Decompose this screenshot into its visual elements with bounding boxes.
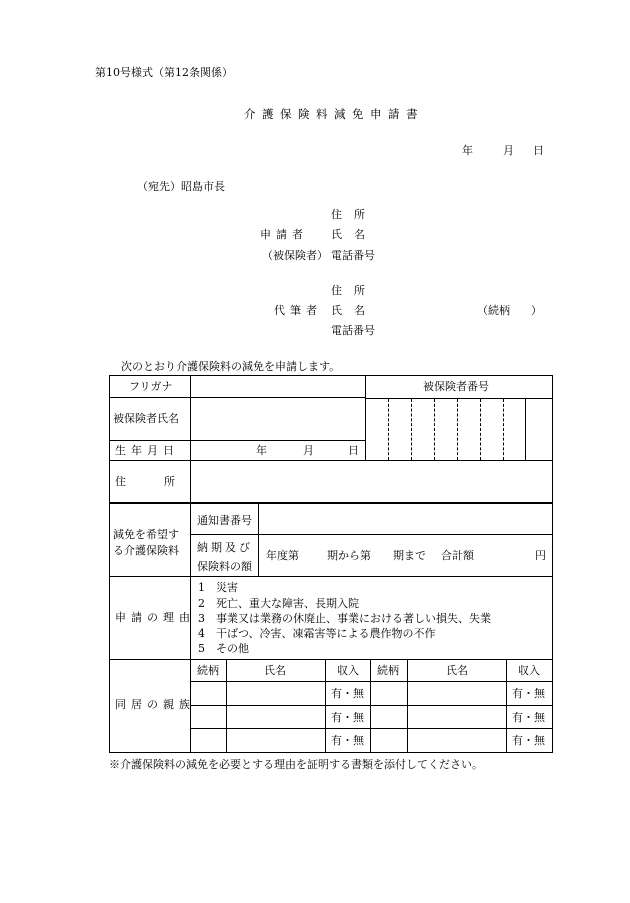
reason-item-4: 4 干ばつ、冷害、凍霜害等による農作物の不作 — [198, 627, 436, 640]
applicant-name-label: 氏名 — [331, 228, 377, 241]
reason-item-3: 3 事業又は業務の休廃止、事業における著しい損失、失業 — [198, 612, 491, 625]
reason-item-2: 2 死亡、重大な障害、長期入院 — [198, 597, 359, 610]
col-income-2: 収入 — [518, 664, 540, 677]
address-label: 住所 — [115, 475, 213, 488]
total-amount-label: 合計額 — [441, 549, 474, 562]
birth-month-label: 月 — [303, 444, 314, 457]
to-period-text: 期まで — [393, 549, 426, 562]
agent-phone-label: 電話番号 — [331, 324, 375, 337]
furigana-label: フリガナ — [129, 380, 173, 393]
family-label: 同居の親族 — [115, 698, 195, 711]
date-month-label: 月 — [503, 144, 514, 157]
agent-label: 代筆者 — [274, 304, 322, 317]
reason-label: 申請の理由 — [115, 611, 195, 624]
income-choice: 有・無 — [512, 687, 545, 700]
form-number: 第10号様式（第12条関係） — [95, 66, 233, 79]
col-income-1: 収入 — [337, 664, 359, 677]
desired-premium-label-2: る介護保険料 — [113, 544, 179, 557]
applicant-phone-label: 電話番号 — [331, 249, 375, 262]
date-year-label: 年 — [462, 144, 473, 157]
notice-number-label: 通知書番号 — [197, 514, 252, 527]
income-choice: 有・無 — [331, 711, 364, 724]
payment-period-label-1: 納期及び — [197, 541, 253, 554]
income-choice: 有・無 — [331, 734, 364, 747]
insured-name-label: 被保険者氏名 — [113, 412, 179, 425]
col-relation-1: 続柄 — [197, 664, 219, 677]
birth-day-label: 日 — [348, 444, 359, 457]
income-choice: 有・無 — [512, 711, 545, 724]
agent-name-label: 氏名 — [331, 304, 377, 317]
applicant-insured-label: （被保険者） — [262, 249, 328, 262]
applicant-label: 申請者 — [260, 228, 308, 241]
payment-period-label-2: 保険料の額 — [197, 560, 252, 573]
footnote: ※介護保険料の減免を必要とする理由を証明する書類を添付してください。 — [109, 758, 483, 771]
date-day-label: 日 — [533, 144, 544, 157]
yen-unit: 円 — [535, 549, 546, 562]
income-choice: 有・無 — [512, 734, 545, 747]
col-name-2: 氏名 — [446, 664, 468, 677]
col-name-1: 氏名 — [264, 664, 286, 677]
agent-relation-open: （続柄 — [477, 304, 510, 317]
fiscal-year-text: 年度第 — [266, 549, 299, 562]
birth-year-label: 年 — [256, 444, 267, 457]
income-choice: 有・無 — [331, 687, 364, 700]
intro-text: 次のとおり介護保険料の減免を申請します。 — [121, 360, 341, 373]
col-relation-2: 続柄 — [377, 664, 399, 677]
birthdate-label: 生年月日 — [115, 444, 179, 457]
page-title: 介護保険料減免申請書 — [244, 107, 424, 121]
agent-relation-close: ） — [531, 304, 542, 317]
addressee: （宛先）昭島市長 — [137, 180, 225, 193]
applicant-address-label: 住所 — [331, 208, 377, 221]
reason-item-1: 1 災害 — [198, 581, 238, 594]
from-period-text: 期から第 — [327, 549, 371, 562]
agent-address-label: 住所 — [331, 284, 377, 297]
desired-premium-label-1: 減免を希望す — [113, 528, 179, 541]
insured-number-label: 被保険者番号 — [423, 380, 489, 393]
reason-item-5: 5 その他 — [198, 642, 249, 655]
